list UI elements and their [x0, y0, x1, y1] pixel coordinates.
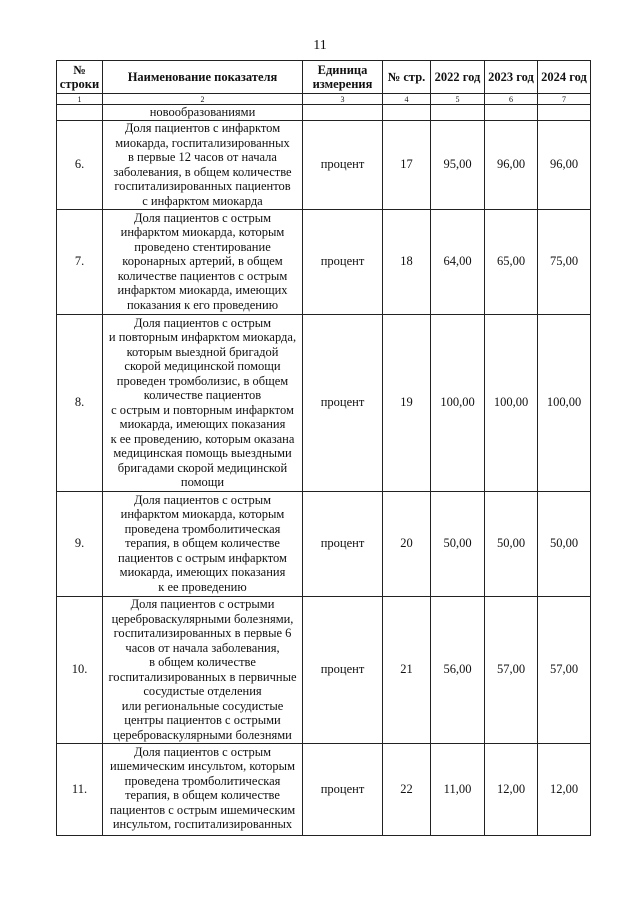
indicator-name: Доля пациентов с острыми цереброваскулярными болезнями, госпитализированных в первые 6 часов от начала заболевания, в общем количестве госпитализированных в первичные сосудистые отделения или региональные сосудистые центры пациентов с острыми цереброваскулярными болезнями	[103, 596, 303, 743]
line-number: 20	[383, 491, 431, 596]
line-number: 17	[383, 120, 431, 209]
value-2022: 100,00	[431, 314, 485, 491]
header-line-no: № стр.	[383, 61, 431, 94]
table-row	[57, 120, 591, 209]
value-2023: 57,00	[485, 596, 538, 743]
unit: процент	[303, 743, 383, 835]
column-number: 1	[57, 94, 103, 105]
line-number: 21	[383, 596, 431, 743]
indicator-name: Доля пациентов с острым инфарктом миокарда, которым проведена тромболитическая терапия, в общем количестве пациентов с острым инфарктом миокарда, имеющих показания к ее проведению	[103, 491, 303, 596]
value-2022: 50,00	[431, 491, 485, 596]
table-row	[57, 314, 591, 491]
row-number	[57, 105, 103, 121]
column-number: 3	[303, 94, 383, 105]
line-number: 22	[383, 743, 431, 835]
row-number: 6.	[57, 120, 103, 209]
value-2022: 64,00	[431, 209, 485, 314]
value-2023: 100,00	[485, 314, 538, 491]
unit: процент	[303, 491, 383, 596]
value-2023: 12,00	[485, 743, 538, 835]
value-2023: 65,00	[485, 209, 538, 314]
table-row	[57, 491, 591, 596]
header-row	[57, 61, 591, 94]
header-unit: Единица измерения	[303, 61, 383, 94]
column-numbers-row	[57, 94, 591, 105]
header-name: Наименование показателя	[103, 61, 303, 94]
value-2024: 12,00	[538, 743, 591, 835]
header-2024: 2024 год	[538, 61, 591, 94]
column-number: 5	[431, 94, 485, 105]
row-number: 8.	[57, 314, 103, 491]
indicator-name: Доля пациентов с острым и повторным инфарктом миокарда, которым выездной бригадой скорой медицинской помощи проведен тромболизис, в общем количестве пациентов с острым и повторным инфарктом миокарда, имеющих показания к ее проведению, которым оказана медицинская помощь выездными бригадами скорой медицинской помощи	[103, 314, 303, 491]
table-row	[57, 596, 591, 743]
unit: процент	[303, 120, 383, 209]
column-number: 2	[103, 94, 303, 105]
indicators-table	[56, 60, 591, 836]
value-2022: 11,00	[431, 743, 485, 835]
value-2023	[485, 105, 538, 121]
continuation-row	[57, 105, 591, 121]
indicator-name: Доля пациентов с острым инфарктом миокарда, которым проведено стентирование коронарных артерий, в общем количестве пациентов с острым инфарктом миокарда, имеющих показания к его проведению	[103, 209, 303, 314]
value-2024: 57,00	[538, 596, 591, 743]
row-number: 9.	[57, 491, 103, 596]
value-2022: 56,00	[431, 596, 485, 743]
unit: процент	[303, 314, 383, 491]
value-2024: 75,00	[538, 209, 591, 314]
indicator-name: Доля пациентов с инфарктом миокарда, госпитализированных в первые 12 часов от начала заболевания, в общем количестве госпитализированных пациентов с инфарктом миокарда	[103, 120, 303, 209]
value-2024: 96,00	[538, 120, 591, 209]
value-2023: 96,00	[485, 120, 538, 209]
unit	[303, 105, 383, 121]
column-number: 6	[485, 94, 538, 105]
line-number: 18	[383, 209, 431, 314]
row-number: 7.	[57, 209, 103, 314]
value-2023: 50,00	[485, 491, 538, 596]
table-row	[57, 209, 591, 314]
unit: процент	[303, 596, 383, 743]
page-number: 11	[313, 38, 327, 53]
value-2024: 100,00	[538, 314, 591, 491]
line-number	[383, 105, 431, 121]
unit: процент	[303, 209, 383, 314]
row-number: 10.	[57, 596, 103, 743]
header-2023: 2023 год	[485, 61, 538, 94]
header-row-no: № строки	[57, 61, 103, 94]
value-2024	[538, 105, 591, 121]
line-number: 19	[383, 314, 431, 491]
header-2022: 2022 год	[431, 61, 485, 94]
column-number: 4	[383, 94, 431, 105]
value-2022	[431, 105, 485, 121]
value-2022: 95,00	[431, 120, 485, 209]
column-number: 7	[538, 94, 591, 105]
indicator-name: новообразованиями	[103, 105, 303, 121]
value-2024: 50,00	[538, 491, 591, 596]
indicator-name: Доля пациентов с острым ишемическим инсультом, которым проведена тромболитическая терапия, в общем количестве пациентов с острым ишемическим инсультом, госпитализированных	[103, 743, 303, 835]
table-row	[57, 743, 591, 835]
row-number: 11.	[57, 743, 103, 835]
